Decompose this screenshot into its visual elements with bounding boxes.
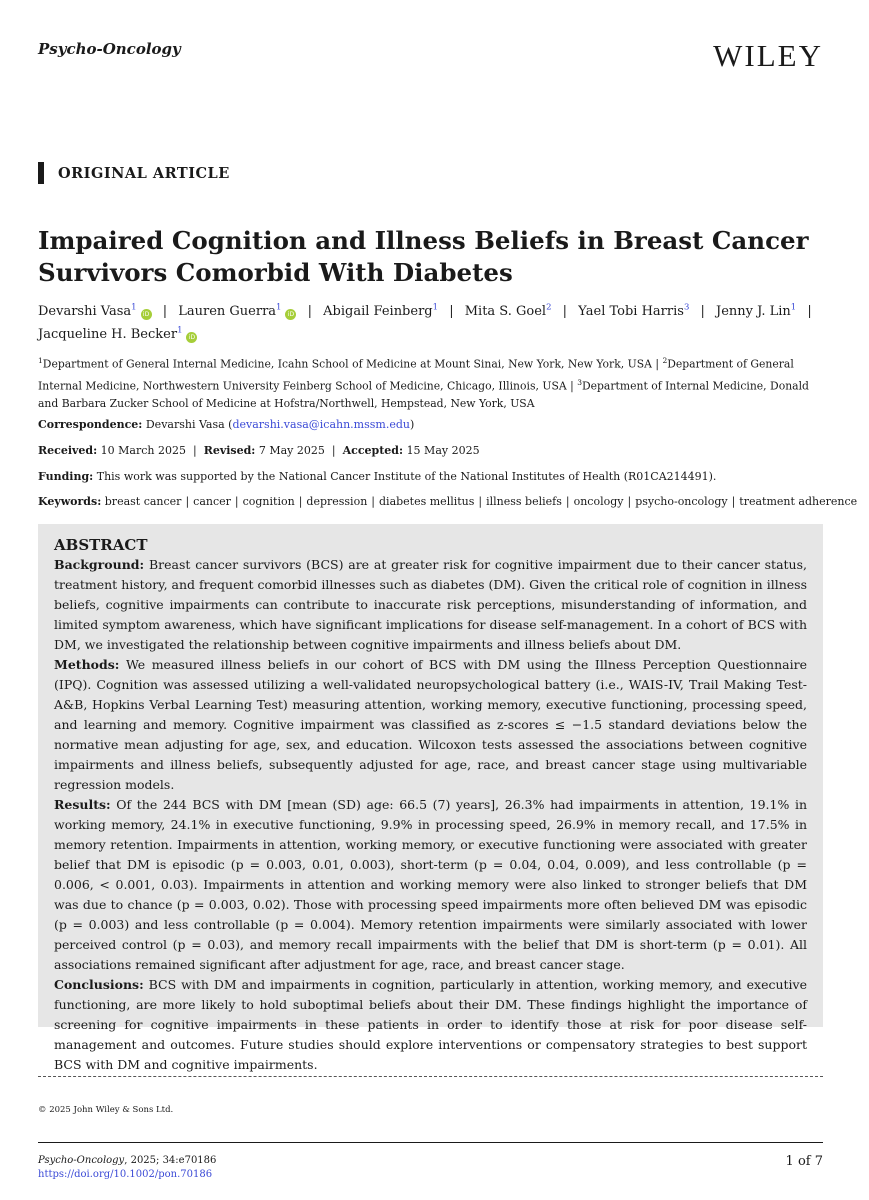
abstract-results: [54, 795, 807, 975]
keyword: psycho-oncology: [635, 495, 728, 508]
affiliation-1: Department of General Internal Medicine, Icahn School of Medicine at Mount Sinai, New York, New York, USA: [42, 357, 652, 371]
correspondence: Correspondence: Devarshi Vasa (devarshi.vasa@icahn.mssm.edu): [38, 418, 415, 431]
author-name-text: Abigail Feinberg: [323, 304, 433, 320]
affiliation-2: Department of General Internal Medicine, Northwestern University Feinberg School of Medicine, Chicago, Illinois, USA: [38, 357, 794, 393]
author-name: [578, 304, 689, 319]
publisher-logo: WILEY: [713, 38, 823, 73]
orcid-icon[interactable]: iD: [186, 332, 197, 343]
conclusions-text: BCS with DM and impairments in cognition, particularly in attention, working memory, and executive functioning, are more likely to hold suboptimal beliefs about their DM. These findings highlight the importance of screening for cognitive impairments in these patients in order to identify those at risk for poor disease self-management and outcomes. Future studies should explore interventions or compensatory strategies to best support BCS with DM and cognitive impairments.: [54, 977, 807, 1072]
author-name-text: Lauren Guerra: [178, 304, 277, 320]
affiliation-3: Department of Internal Medicine, Donald and Barbara Zucker School of Medicine at Hofstra/Northwell, Hempstead, New York, USA: [38, 379, 809, 411]
abstract-box: [38, 524, 823, 1072]
keyword-separator: |: [627, 495, 632, 508]
author-name: [38, 327, 197, 342]
journal-name: Psycho-Oncology: [38, 40, 181, 58]
funding-label: Funding:: [38, 470, 94, 483]
keyword: treatment adherence: [739, 495, 858, 508]
author-name: [465, 304, 552, 319]
author-separator: |: [162, 304, 168, 320]
accepted-date: 15 May 2025: [406, 444, 480, 457]
affiliation-number: 2: [662, 356, 668, 365]
article-type: [38, 162, 230, 184]
orcid-icon[interactable]: iD: [141, 309, 152, 320]
author-separator: |: [807, 304, 812, 320]
article-title: Impaired Cognition and Illness Beliefs in Breast Cancer Survivors Comorbid With Diabetes: [38, 226, 809, 287]
keyword-separator: |: [371, 495, 376, 508]
keyword-list: [105, 495, 857, 508]
author-affiliation-number[interactable]: 3: [683, 303, 690, 313]
keyword-separator: |: [478, 495, 483, 508]
funding: [38, 469, 838, 485]
author-affiliation-number[interactable]: 2: [546, 303, 552, 313]
abstract-methods: [54, 655, 807, 795]
article-type-label: ORIGINAL ARTICLE: [58, 164, 230, 182]
keyword-separator: |: [731, 495, 736, 508]
article-dates: Received: 10 March 2025 | Revised: 7 May 2025 | Accepted: 15 May 2025: [38, 444, 480, 457]
keywords-label: Keywords:: [38, 495, 102, 508]
keyword: cognition: [242, 495, 295, 508]
author-separator: |: [449, 304, 454, 320]
author-affiliation-number[interactable]: 1: [432, 303, 439, 313]
results-label: Results:: [54, 797, 111, 812]
abstract-heading: ABSTRACT: [54, 536, 148, 554]
orcid-icon[interactable]: iD: [285, 309, 296, 320]
doi-link[interactable]: https://doi.org/10.1002/pon.70186: [38, 1169, 213, 1180]
keyword: breast cancer: [104, 495, 182, 508]
revised-label: Revised:: [203, 444, 256, 457]
author-list: [38, 299, 828, 344]
author-separator: |: [700, 304, 705, 320]
correspondence-name: Devarshi Vasa: [145, 418, 225, 431]
author-affiliation-number[interactable]: 1: [177, 325, 183, 336]
conclusions-label: Conclusions:: [54, 977, 144, 992]
abstract-conclusions: [54, 975, 807, 1075]
keyword-separator: |: [185, 495, 190, 508]
author-name-text: Mita S. Goel: [464, 304, 547, 320]
keyword-separator: |: [565, 495, 570, 508]
author-affiliation-number[interactable]: 1: [131, 303, 137, 313]
author-affiliation-number[interactable]: 1: [790, 303, 797, 313]
footer-citation: [38, 1154, 216, 1182]
dotted-divider: [38, 1076, 823, 1077]
funding-text: This work was supported by the National Cancer Institute of the National Institutes of Health (R01CA214491).: [96, 470, 717, 483]
author-affiliation-number[interactable]: 1: [276, 303, 282, 313]
revised-date: 7 May 2025: [258, 444, 325, 457]
author-name-text: Devarshi Vasa: [38, 304, 132, 320]
keyword: diabetes mellitus: [379, 495, 475, 508]
author-name: [716, 304, 796, 319]
received-label: Received:: [38, 444, 98, 457]
affiliation-number: 3: [577, 377, 582, 387]
article-type-bar: [38, 162, 44, 184]
author-name: [38, 304, 152, 319]
keyword-separator: |: [298, 495, 303, 508]
copyright: © 2025 John Wiley & Sons Ltd.: [38, 1105, 174, 1115]
keyword: oncology: [573, 495, 624, 508]
methods-label: Methods:: [54, 657, 120, 672]
keyword-separator: |: [234, 495, 239, 508]
author-separator: |: [562, 304, 568, 320]
background-text: Breast cancer survivors (BCS) are at greater risk for cognitive impairment due to their cancer status, treatment history, and frequent comorbid illnesses such as diabetes (DM). Given the critical role of cognition in illness beliefs, cognitive impairments can contribute to inaccurate risk perceptions, misunderstanding of information, and limited symptom awareness, which have significant implications for disease self-management. In a cohort of BCS with DM, we investigated the relationship between cognitive impairments and illness beliefs about DM.: [54, 557, 807, 652]
footer-divider: [38, 1142, 823, 1143]
keyword: cancer: [193, 495, 231, 508]
affiliation-number: 1: [38, 356, 43, 365]
footer-volume: , 2025; 34:e70186: [124, 1155, 217, 1166]
footer-journal: Psycho-Oncology: [38, 1155, 125, 1166]
methods-text: We measured illness beliefs in our cohort of BCS with DM using the Illness Perception Questionnaire (IPQ). Cognition was assessed utilizing a well-validated neuropsychological battery (i.e., WAIS-IV, Trail Making Test-A&B, Hopkins Verbal Learning Test) measuring attention, working memory, executive functioning, processing speed, and learning and memory. Cognitive impairment was classified as z-scores ≤ −1.5 standard deviations below the normative mean adjusting for age, sex, and education. Wilcoxon tests assessed the associations between cognitive impairments and illness beliefs, subsequently adjusted for age, race, and breast cancer stage using multivariable regression models.: [54, 657, 807, 792]
author-name-text: Yael Tobi Harris: [578, 304, 684, 320]
received-date: 10 March 2025: [100, 444, 186, 457]
author-name-text: Jacqueline H. Becker: [38, 326, 178, 342]
background-label: Background:: [54, 557, 145, 572]
abstract-background: [54, 555, 807, 655]
author-name: [323, 304, 438, 319]
author-name: [178, 304, 296, 319]
page-number: 1 of 7: [785, 1154, 823, 1169]
accepted-label: Accepted:: [342, 444, 404, 457]
correspondence-email-link[interactable]: devarshi.vasa@icahn.mssm.edu: [232, 418, 410, 431]
keywords: [38, 494, 858, 510]
affiliations: $^1$Department of General Internal Medicine, Icahn School of Medicine at Mount Sinai, New York, New York, USA | $^2$Department of General Internal Medicine, Northwestern University Feinberg School of Medicine, Chicago, Illinois, USA | $^3$Department of Internal Medicine, Donald and Barbara Zucker School of Medicine at Hofstra/Northwell, Hempstead, New York, USA: [38, 356, 809, 411]
keyword: illness beliefs: [486, 495, 562, 508]
keyword: depression: [306, 495, 368, 508]
author-name-text: Jenny J. Lin: [716, 304, 791, 320]
correspondence-label: Correspondence:: [38, 418, 143, 431]
results-text: Of the 244 BCS with DM [mean (SD) age: 66.5 (7) years], 26.3% had impairments in attention, 19.1% in working memory, 24.1% in executive functioning, 9.9% in processing speed, 26.9% in memory recall, and 17.5% in memory retention. Impairments in attention, working memory, or executive functioning were associated with greater belief that DM is episodic (p = 0.003, 0.01, 0.003), short-term (p = 0.04, 0.04, 0.009), and less controllable (p = 0.006, < 0.001, 0.03). Impairments in attention and working memory were also linked to stronger beliefs that DM was due to chance (p = 0.003, 0.02). Those with processing speed impairments more often believed DM was episodic (p = 0.003) and less controllable (p = 0.004). Memory retention impairments were similarly associated with lower perceived control (p = 0.03), and memory recall impairments with the belief that DM is short-term (p = 0.01). All associations remained significant after adjustment for age, race, and breast cancer stage.: [54, 797, 807, 972]
author-separator: |: [307, 304, 312, 320]
